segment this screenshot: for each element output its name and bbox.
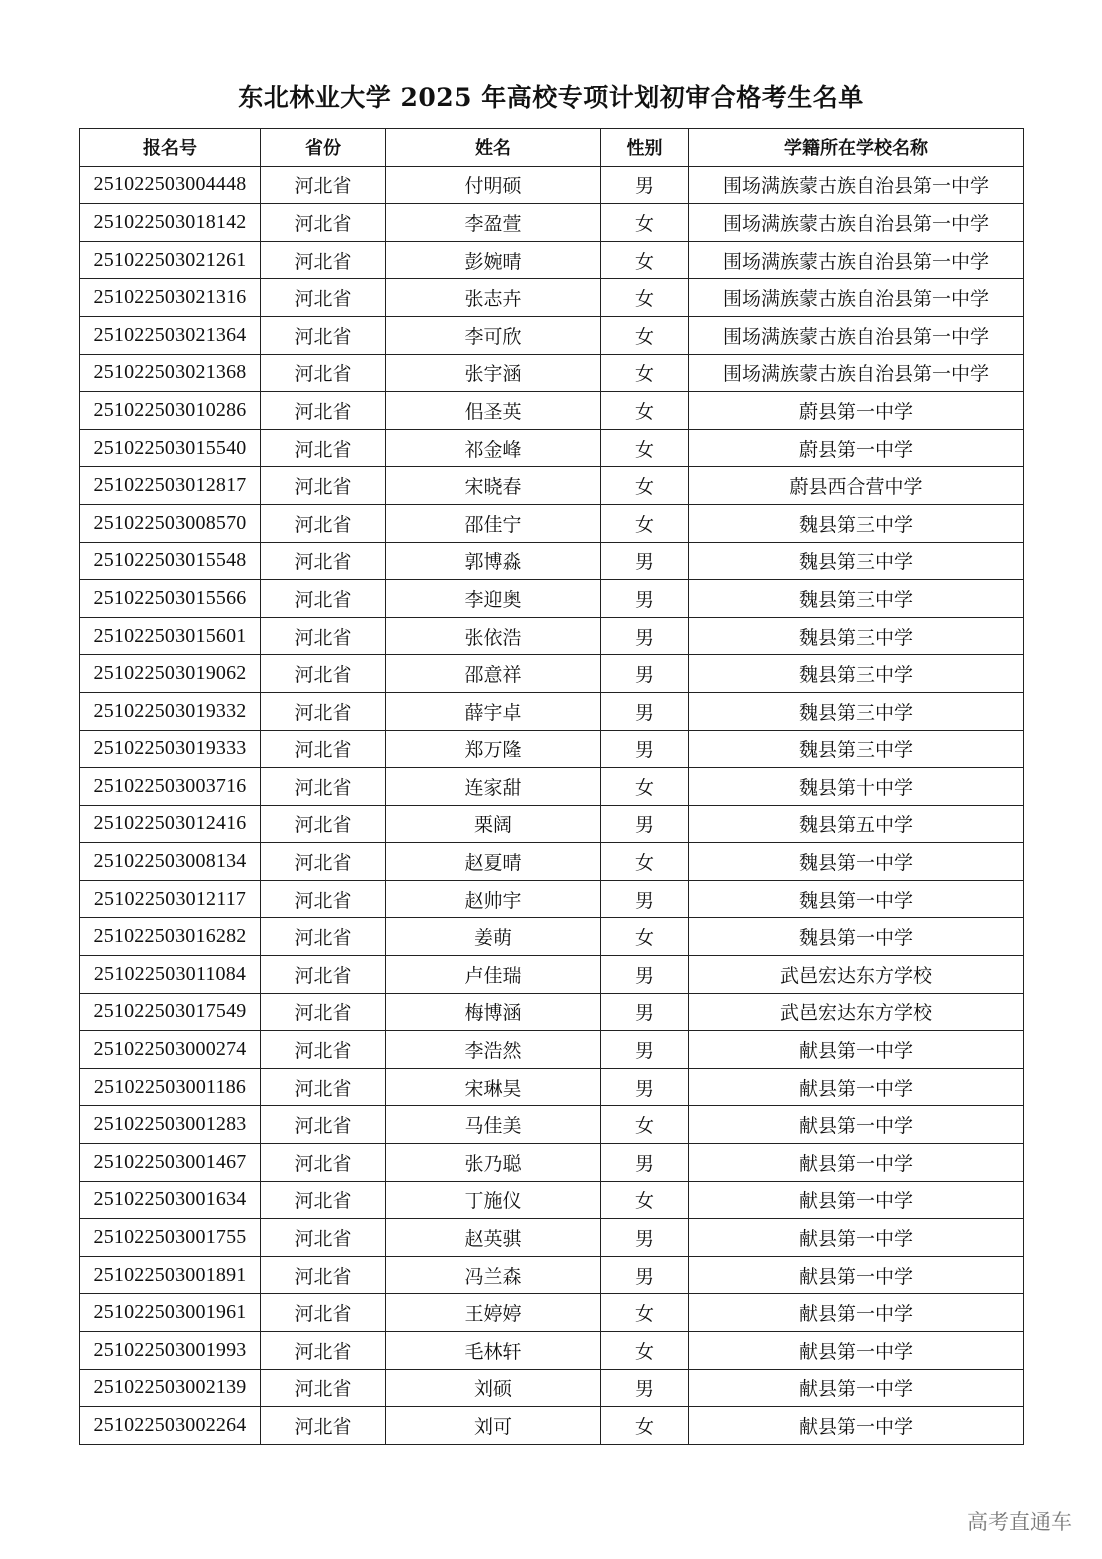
- name-cell: 张乃聪: [386, 1144, 601, 1182]
- table-row: [80, 392, 1024, 430]
- gender-cell: 女: [601, 1294, 689, 1332]
- school-cell: 献县第一中学: [689, 1031, 1024, 1069]
- name-cell: 赵帅宇: [386, 880, 601, 918]
- name-cell: 丁施仪: [386, 1181, 601, 1219]
- school-cell: 魏县第三中学: [689, 542, 1024, 580]
- table-row: [80, 993, 1024, 1031]
- province-cell: 河北省: [261, 204, 386, 242]
- province-cell: 河北省: [261, 768, 386, 806]
- school-cell: 献县第一中学: [689, 1332, 1024, 1370]
- name-cell: 郑万隆: [386, 730, 601, 768]
- name-cell: 佀圣英: [386, 392, 601, 430]
- name-cell: 姜萌: [386, 918, 601, 956]
- school-cell: 武邑宏达东方学校: [689, 993, 1024, 1031]
- name-cell: 薛宇卓: [386, 692, 601, 730]
- registration-no-cell: 251022503021261: [80, 241, 261, 279]
- gender-cell: 女: [601, 1332, 689, 1370]
- gender-cell: 女: [601, 843, 689, 881]
- school-cell: 魏县第三中学: [689, 655, 1024, 693]
- school-cell: 魏县第三中学: [689, 730, 1024, 768]
- school-cell: 魏县第十中学: [689, 768, 1024, 806]
- province-cell: 河北省: [261, 279, 386, 317]
- name-cell: 梅博涵: [386, 993, 601, 1031]
- table-row: [80, 1031, 1024, 1069]
- province-cell: 河北省: [261, 805, 386, 843]
- name-cell: 张依浩: [386, 617, 601, 655]
- name-cell: 宋晓春: [386, 467, 601, 505]
- gender-cell: 女: [601, 1181, 689, 1219]
- gender-cell: 男: [601, 880, 689, 918]
- gender-cell: 男: [601, 580, 689, 618]
- name-cell: 卢佳瑞: [386, 956, 601, 994]
- table-row: [80, 204, 1024, 242]
- gender-cell: 女: [601, 918, 689, 956]
- registration-no-cell: 251022503010286: [80, 392, 261, 430]
- province-cell: 河北省: [261, 655, 386, 693]
- school-cell: 魏县第三中学: [689, 692, 1024, 730]
- gender-cell: 男: [601, 166, 689, 204]
- name-cell: 邵佳宁: [386, 504, 601, 542]
- gender-cell: 男: [601, 1068, 689, 1106]
- registration-no-cell: 251022503012117: [80, 880, 261, 918]
- registration-no-cell: 251022503015540: [80, 429, 261, 467]
- school-cell: 魏县第一中学: [689, 918, 1024, 956]
- table-row: [80, 768, 1024, 806]
- table-body: [80, 166, 1024, 1444]
- school-cell: 魏县第三中学: [689, 504, 1024, 542]
- gender-cell: 女: [601, 429, 689, 467]
- gender-cell: 男: [601, 1256, 689, 1294]
- registration-no-cell: 251022503001961: [80, 1294, 261, 1332]
- gender-cell: 男: [601, 1144, 689, 1182]
- table-row: [80, 316, 1024, 354]
- registration-no-cell: 251022503015601: [80, 617, 261, 655]
- name-cell: 王婷婷: [386, 1294, 601, 1332]
- registration-no-cell: 251022503001755: [80, 1219, 261, 1257]
- school-cell: 围场满族蒙古族自治县第一中学: [689, 241, 1024, 279]
- registration-no-cell: 251022503012817: [80, 467, 261, 505]
- registration-no-cell: 251022503001634: [80, 1181, 261, 1219]
- registration-no-cell: 251022503019332: [80, 692, 261, 730]
- gender-cell: 男: [601, 655, 689, 693]
- table-row: [80, 843, 1024, 881]
- table-row: [80, 1369, 1024, 1407]
- table-header-row: [80, 129, 1024, 167]
- province-cell: 河北省: [261, 1256, 386, 1294]
- gender-cell: 男: [601, 805, 689, 843]
- school-cell: 蔚县第一中学: [689, 392, 1024, 430]
- province-cell: 河北省: [261, 392, 386, 430]
- registration-no-cell: 251022503001891: [80, 1256, 261, 1294]
- table-row: [80, 542, 1024, 580]
- table-row: [80, 279, 1024, 317]
- name-cell: 李迎奥: [386, 580, 601, 618]
- school-cell: 魏县第五中学: [689, 805, 1024, 843]
- registration-no-cell: 251022503001993: [80, 1332, 261, 1370]
- registration-no-cell: 251022503018142: [80, 204, 261, 242]
- column-header-name: 姓名: [386, 129, 601, 167]
- registration-no-cell: 251022503008134: [80, 843, 261, 881]
- table-row: [80, 956, 1024, 994]
- province-cell: 河北省: [261, 918, 386, 956]
- registration-no-cell: 251022503017549: [80, 993, 261, 1031]
- gender-cell: 女: [601, 204, 689, 242]
- registration-no-cell: 251022503021364: [80, 316, 261, 354]
- school-cell: 围场满族蒙古族自治县第一中学: [689, 279, 1024, 317]
- table-row: [80, 504, 1024, 542]
- column-header-registration-no: 报名号: [80, 129, 261, 167]
- column-header-gender: 性别: [601, 129, 689, 167]
- gender-cell: 女: [601, 316, 689, 354]
- table-row: [80, 1219, 1024, 1257]
- table-row: [80, 655, 1024, 693]
- school-cell: 献县第一中学: [689, 1181, 1024, 1219]
- province-cell: 河北省: [261, 1407, 386, 1445]
- province-cell: 河北省: [261, 316, 386, 354]
- province-cell: 河北省: [261, 1294, 386, 1332]
- province-cell: 河北省: [261, 429, 386, 467]
- table-row: [80, 617, 1024, 655]
- candidate-table: [79, 128, 1024, 1445]
- registration-no-cell: 251022503015566: [80, 580, 261, 618]
- table-row: [80, 1068, 1024, 1106]
- province-cell: 河北省: [261, 993, 386, 1031]
- name-cell: 赵英骐: [386, 1219, 601, 1257]
- table-row: [80, 429, 1024, 467]
- province-cell: 河北省: [261, 542, 386, 580]
- name-cell: 李盈萱: [386, 204, 601, 242]
- school-cell: 献县第一中学: [689, 1219, 1024, 1257]
- registration-no-cell: 251022503012416: [80, 805, 261, 843]
- column-header-province: 省份: [261, 129, 386, 167]
- gender-cell: 女: [601, 1407, 689, 1445]
- school-cell: 魏县第三中学: [689, 617, 1024, 655]
- school-cell: 武邑宏达东方学校: [689, 956, 1024, 994]
- gender-cell: 男: [601, 692, 689, 730]
- school-cell: 蔚县西合营中学: [689, 467, 1024, 505]
- province-cell: 河北省: [261, 580, 386, 618]
- gender-cell: 女: [601, 279, 689, 317]
- school-cell: 魏县第一中学: [689, 880, 1024, 918]
- school-cell: 魏县第一中学: [689, 843, 1024, 881]
- gender-cell: 女: [601, 1106, 689, 1144]
- gender-cell: 男: [601, 617, 689, 655]
- page-title: 东北林业大学 2025 年高校专项计划初审合格考生名单: [238, 83, 864, 112]
- table-row: [80, 805, 1024, 843]
- school-cell: 围场满族蒙古族自治县第一中学: [689, 166, 1024, 204]
- name-cell: 张志卉: [386, 279, 601, 317]
- name-cell: 赵夏晴: [386, 843, 601, 881]
- gender-cell: 男: [601, 542, 689, 580]
- registration-no-cell: 251022503019333: [80, 730, 261, 768]
- gender-cell: 女: [601, 241, 689, 279]
- province-cell: 河北省: [261, 1219, 386, 1257]
- table-row: [80, 1256, 1024, 1294]
- name-cell: 张宇涵: [386, 354, 601, 392]
- column-header-school: 学籍所在学校名称: [689, 129, 1024, 167]
- name-cell: 宋琳昊: [386, 1068, 601, 1106]
- province-cell: 河北省: [261, 617, 386, 655]
- gender-cell: 男: [601, 730, 689, 768]
- gender-cell: 女: [601, 768, 689, 806]
- table-row: [80, 1106, 1024, 1144]
- name-cell: 马佳美: [386, 1106, 601, 1144]
- province-cell: 河北省: [261, 1369, 386, 1407]
- school-cell: 献县第一中学: [689, 1256, 1024, 1294]
- gender-cell: 女: [601, 392, 689, 430]
- gender-cell: 男: [601, 1031, 689, 1069]
- registration-no-cell: 251022503001283: [80, 1106, 261, 1144]
- registration-no-cell: 251022503003716: [80, 768, 261, 806]
- registration-no-cell: 251022503004448: [80, 166, 261, 204]
- school-cell: 围场满族蒙古族自治县第一中学: [689, 354, 1024, 392]
- gender-cell: 女: [601, 354, 689, 392]
- registration-no-cell: 251022503001467: [80, 1144, 261, 1182]
- school-cell: 魏县第三中学: [689, 580, 1024, 618]
- province-cell: 河北省: [261, 1031, 386, 1069]
- province-cell: 河北省: [261, 467, 386, 505]
- school-cell: 献县第一中学: [689, 1106, 1024, 1144]
- registration-no-cell: 251022503016282: [80, 918, 261, 956]
- table-row: [80, 1332, 1024, 1370]
- province-cell: 河北省: [261, 692, 386, 730]
- table-row: [80, 166, 1024, 204]
- name-cell: 栗阔: [386, 805, 601, 843]
- table-row: [80, 354, 1024, 392]
- province-cell: 河北省: [261, 241, 386, 279]
- name-cell: 邵意祥: [386, 655, 601, 693]
- province-cell: 河北省: [261, 843, 386, 881]
- name-cell: 刘可: [386, 1407, 601, 1445]
- table-row: [80, 580, 1024, 618]
- province-cell: 河北省: [261, 1181, 386, 1219]
- table-row: [80, 880, 1024, 918]
- table-row: [80, 1407, 1024, 1445]
- registration-no-cell: 251022503011084: [80, 956, 261, 994]
- registration-no-cell: 251022503000274: [80, 1031, 261, 1069]
- registration-no-cell: 251022503001186: [80, 1068, 261, 1106]
- watermark: 高考直通车: [967, 1510, 1072, 1534]
- province-cell: 河北省: [261, 166, 386, 204]
- province-cell: 河北省: [261, 354, 386, 392]
- school-cell: 献县第一中学: [689, 1294, 1024, 1332]
- school-cell: 献县第一中学: [689, 1369, 1024, 1407]
- gender-cell: 女: [601, 504, 689, 542]
- gender-cell: 男: [601, 956, 689, 994]
- province-cell: 河北省: [261, 504, 386, 542]
- table-row: [80, 1294, 1024, 1332]
- school-cell: 献县第一中学: [689, 1407, 1024, 1445]
- name-cell: 付明硕: [386, 166, 601, 204]
- school-cell: 献县第一中学: [689, 1068, 1024, 1106]
- province-cell: 河北省: [261, 1332, 386, 1370]
- name-cell: 刘硕: [386, 1369, 601, 1407]
- name-cell: 李可欣: [386, 316, 601, 354]
- name-cell: 冯兰森: [386, 1256, 601, 1294]
- registration-no-cell: 251022503019062: [80, 655, 261, 693]
- registration-no-cell: 251022503015548: [80, 542, 261, 580]
- name-cell: 郭博淼: [386, 542, 601, 580]
- table-row: [80, 467, 1024, 505]
- province-cell: 河北省: [261, 956, 386, 994]
- province-cell: 河北省: [261, 1106, 386, 1144]
- table-row: [80, 692, 1024, 730]
- table-row: [80, 1144, 1024, 1182]
- school-cell: 蔚县第一中学: [689, 429, 1024, 467]
- school-cell: 围场满族蒙古族自治县第一中学: [689, 316, 1024, 354]
- registration-no-cell: 251022503021368: [80, 354, 261, 392]
- registration-no-cell: 251022503002139: [80, 1369, 261, 1407]
- province-cell: 河北省: [261, 1068, 386, 1106]
- registration-no-cell: 251022503002264: [80, 1407, 261, 1445]
- province-cell: 河北省: [261, 1144, 386, 1182]
- name-cell: 毛林轩: [386, 1332, 601, 1370]
- school-cell: 围场满族蒙古族自治县第一中学: [689, 204, 1024, 242]
- table-row: [80, 730, 1024, 768]
- gender-cell: 男: [601, 1369, 689, 1407]
- table-row: [80, 1181, 1024, 1219]
- province-cell: 河北省: [261, 730, 386, 768]
- gender-cell: 女: [601, 467, 689, 505]
- name-cell: 彭婉晴: [386, 241, 601, 279]
- name-cell: 连家甜: [386, 768, 601, 806]
- table-row: [80, 241, 1024, 279]
- name-cell: 祁金峰: [386, 429, 601, 467]
- school-cell: 献县第一中学: [689, 1144, 1024, 1182]
- registration-no-cell: 251022503021316: [80, 279, 261, 317]
- gender-cell: 男: [601, 1219, 689, 1257]
- gender-cell: 男: [601, 993, 689, 1031]
- registration-no-cell: 251022503008570: [80, 504, 261, 542]
- table-row: [80, 918, 1024, 956]
- name-cell: 李浩然: [386, 1031, 601, 1069]
- province-cell: 河北省: [261, 880, 386, 918]
